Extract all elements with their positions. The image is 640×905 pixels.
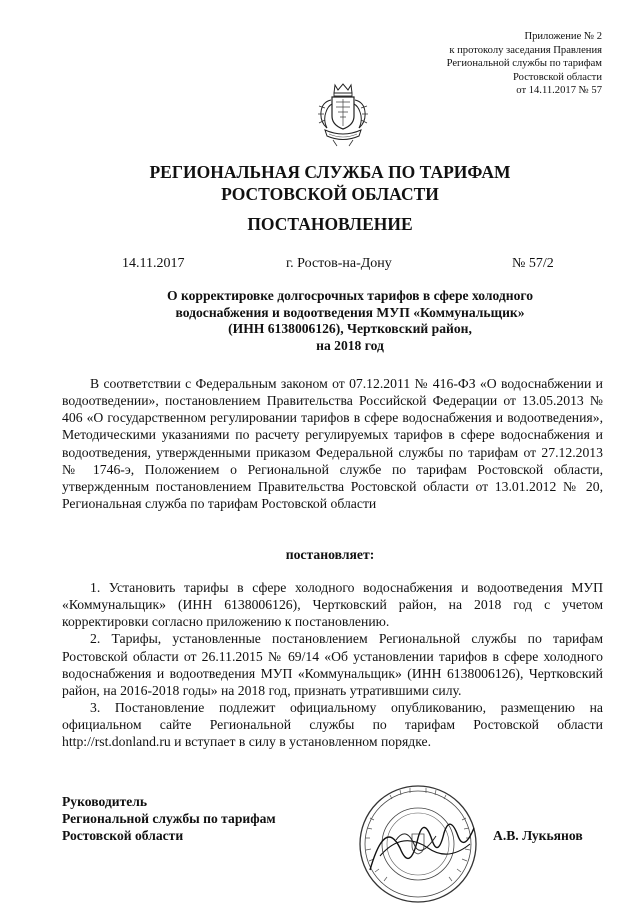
resolves-heading: постановляет: bbox=[285, 547, 375, 562]
subject-line: водоснабжения и водоотведения МУП «Коммунальщик» bbox=[175, 304, 525, 320]
resolution-item-3: 3. Постановление подлежит официальному опубликованию, размещению на официальном сайте Региональной службы по тарифам Ростовской области http://rst.donland.ru и вступает в силу в установленном порядке. bbox=[62, 700, 603, 750]
appendix-note bbox=[362, 30, 602, 98]
preamble-paragraph bbox=[62, 375, 603, 512]
agency-title bbox=[60, 161, 600, 205]
subject-line: О корректировке долгосрочных тарифов в сфере холодного bbox=[166, 288, 534, 303]
rostov-coat-of-arms-icon bbox=[313, 82, 373, 148]
signatory-title bbox=[62, 793, 276, 844]
subject-line: на 2018 год bbox=[316, 337, 384, 353]
appendix-line: Приложение № 2 bbox=[524, 31, 602, 42]
appendix-line: от 14.11.2017 № 57 bbox=[516, 85, 602, 97]
subject-line: (ИНН 6138006126), Чертковский район, bbox=[228, 321, 472, 336]
resolution-items bbox=[62, 579, 603, 751]
document-city: г. Ростов-на-Дону bbox=[286, 256, 392, 271]
signatory-title-line: Руководитель bbox=[62, 794, 148, 809]
appendix-line: Региональной службы по тарифам bbox=[446, 58, 602, 70]
signatory-name: А.В. Лукьянов bbox=[493, 828, 583, 843]
signatory-title-line: Ростовской области bbox=[62, 828, 184, 843]
appendix-line: Ростовской области bbox=[513, 71, 602, 83]
agency-title-line: РЕГИОНАЛЬНАЯ СЛУЖБА ПО ТАРИФАМ bbox=[149, 162, 511, 182]
document-number: № 57/2 bbox=[512, 256, 554, 271]
document-type-title: ПОСТАНОВЛЕНИЕ bbox=[247, 214, 413, 234]
official-seal-with-signature-icon bbox=[340, 778, 492, 905]
document-subject bbox=[120, 288, 580, 354]
resolution-item-1: 1. Установить тарифы в сфере холодного водоснабжения и водоотведения МУП «Коммунальщик» (ИНН 6138006126), Чертковский район, на 2018 год с учетом корректировки согласно приложению к постановлению. bbox=[62, 580, 603, 630]
preamble-text: В соответствии с Федеральным законом от 07.12.2011 № 416-ФЗ «О водоснабжении и водоотведении», постановлением Правительства Российской Федерации от 13.05.2013 № 406 «О государственном регулировании тарифов в сфере водоснабжения и водоотведения», Методическими указаниями по расчету регулируемых тарифов в сфере водоснабжения и водоотведения, утвержденными приказом Федеральной службы по тарифам от 27.12.2013 № 1746-э, Положением о Региональной службе по тарифам Ростовской области, утвержденным постановлением Правительства Ростовской области от 13.01.2012 № 20, Региональная служба по тарифам Ростовской области bbox=[62, 376, 603, 512]
signatory-title-line: Региональной службы по тарифам bbox=[62, 811, 276, 826]
resolution-item-2: 2. Тарифы, установленные постановлением Региональной службы по тарифам Ростовской области от 26.11.2015 № 69/14 «Об установлении тарифов в сфере холодного водоснабжения и водоотведения МУП «Коммунальщик» (ИНН 6138006126), Чертковский район, на 2016-2018 годы» на 2018 год, признать утратившими силу. bbox=[62, 631, 603, 698]
document-date: 14.11.2017 bbox=[122, 256, 185, 271]
agency-title-line: РОСТОВСКОЙ ОБЛАСТИ bbox=[221, 184, 439, 204]
appendix-line: к протоколу заседания Правления bbox=[449, 44, 602, 56]
